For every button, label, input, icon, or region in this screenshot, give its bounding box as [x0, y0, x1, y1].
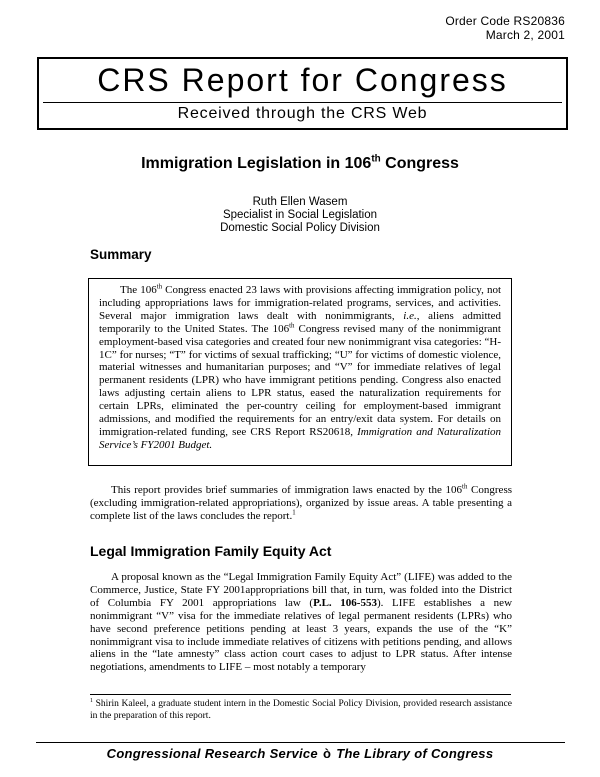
author-name: Ruth Ellen Wasem [252, 196, 348, 208]
footnote-text: $^1$ Shirin Kaleel, a graduate student intern in the Domestic Social Policy Division, provided research assistance in the preparation of this report. [90, 697, 512, 721]
footer-separator-icon: ò [322, 746, 332, 761]
masthead-box [37, 57, 568, 130]
section-paragraph: A proposal known as the “Legal Immigration Family Equity Act” (LIFE) was added to the Commerce, Justice, State FY 2001appropriations bill that, in turn, was folded into the District of Columbia FY 2001 appropriations law (P.L. 106-553). LIFE establishes a new nonimmigrant “V” visa for the immediate relatives of legal permanent residents (LPRs) who have second preference petitions pending at least 3 years, expands the use of the “K” nonimmigrant visa to include immediate relatives of citizens with petitions pending, and allows aliens in the “late amnesty” class action court cases to adjust to LPR status. After intense negotiations, amendments to LIFE – most notably a temporary [90, 571, 513, 674]
masthead-subtitle: Received through the CRS Web [177, 105, 428, 122]
author-block [0, 196, 600, 235]
footer-library-label: The Library of Congress [336, 746, 494, 761]
report-date: March 2, 2001 [485, 27, 565, 42]
author-division: Domestic Social Policy Division [220, 222, 380, 234]
footnote-divider [90, 694, 511, 695]
summary-heading: Summary [90, 247, 152, 262]
masthead-title: CRS Report for Congress [97, 62, 508, 98]
author-role: Specialist in Social Legislation [222, 209, 378, 221]
report-title: Immigration Legislation in 106th Congress [141, 153, 459, 172]
order-code: Order Code RS20836 [445, 14, 565, 28]
footer-org-label: Congressional Research Service [106, 746, 318, 761]
page-footer [0, 746, 600, 761]
footer-divider [36, 742, 565, 743]
summary-text: The 106th Congress enacted 23 laws with provisions affecting immigration policy, not including appropriations laws for immigration-related programs, services, and activities. Several major immigration laws dealt with nonimmigrants, i.e., aliens admitted temporarily to the United States. The 106th Congress revised many of the nonimmigrant employment-based visa categories and created four new nonimmigrant visa categories: “H-1C” for nurses; “T” for victims of sexual trafficking; “U” for victims of domestic violence, material witnesses and humanitarian purposes; and “V” for immediate relatives of legal permanent residents (LPR) who have immigrant petitions pending. Congress also enacted laws adjusting certain aliens to LPR status, eased the naturalization requirements for certain LPRs, eliminated the per-country ceiling for employment-based immigrant admissions, and modified the requirements for an entry/exit data system. For details on immigration-related funding, see CRS Report RS20618, Immigration and Naturalization Service’s FY2001 Budget. [99, 283, 501, 451]
summary-box [88, 278, 512, 466]
intro-paragraph: This report provides brief summaries of immigration laws enacted by the 106th Congress (excluding immigration-related appropriations), organized by issue areas. A table presenting a complete list of the laws concludes the report.$^1$ [90, 483, 513, 522]
header-meta [445, 15, 565, 42]
section-heading: Legal Immigration Family Equity Act [90, 543, 332, 559]
